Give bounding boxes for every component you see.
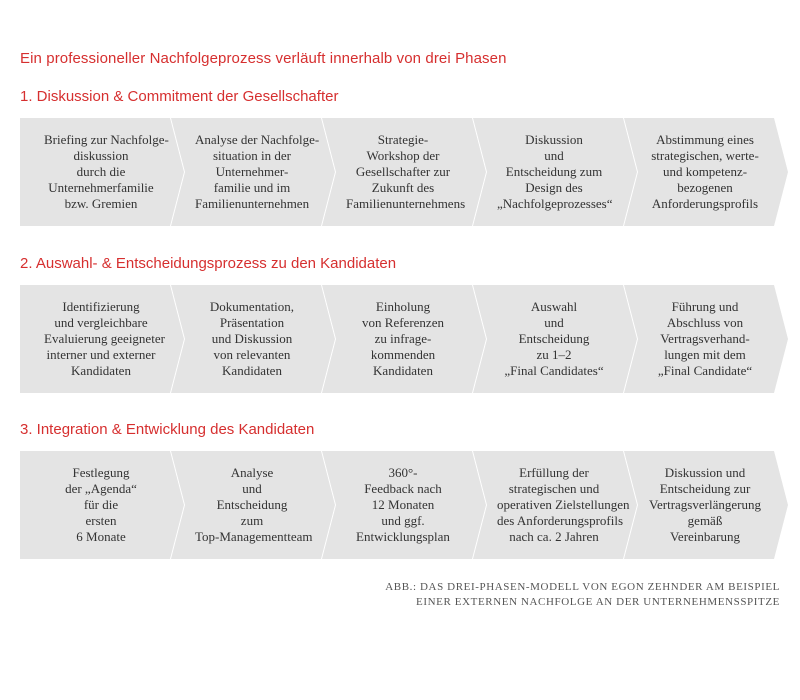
phase-heading-1: 1. Diskussion & Commitment der Gesellschafter <box>20 88 339 105</box>
step-text-line: Briefing zur Nachfolge- <box>44 132 169 147</box>
step-text <box>20 465 184 545</box>
process-step <box>20 451 184 559</box>
step-text <box>20 299 184 379</box>
process-step <box>171 118 335 226</box>
step-text <box>322 465 486 545</box>
step-text-line: Analyse <box>230 465 274 480</box>
step-text-line: Entscheidung zur <box>659 481 751 496</box>
step-text-line: Entwicklungsplan <box>356 529 450 544</box>
process-step <box>473 451 637 559</box>
step-text-line: und <box>544 148 564 163</box>
step-text-line: strategischen, werte- <box>651 148 759 163</box>
step-text-line: lungen mit dem <box>664 347 746 362</box>
step-text <box>624 465 788 545</box>
step-text-line: Workshop der <box>366 148 440 163</box>
step-text-line: für die <box>83 497 119 512</box>
step-text-line: interner und externer <box>46 347 156 362</box>
process-step <box>624 118 788 226</box>
step-text-line: Design des <box>525 180 583 195</box>
step-text-line: „Nachfolgeprozesses“ <box>497 196 613 211</box>
step-text <box>473 132 637 212</box>
step-text-line: bzw. Gremien <box>64 196 138 211</box>
step-text-line: Analyse der Nachfolge- <box>195 132 320 147</box>
step-text-line: Festlegung <box>72 465 130 480</box>
step-text-line: Dokumentation, <box>209 299 295 314</box>
process-step <box>322 285 486 393</box>
step-text <box>20 132 184 212</box>
phase-heading-3: 3. Integration & Entwicklung des Kandidaten <box>20 421 315 438</box>
step-text-line: Gesellschafter zur <box>355 164 451 179</box>
step-text-line: Vertragsverlängerung <box>649 497 761 512</box>
step-text-line: Unternehmer- <box>215 164 289 179</box>
step-text-line: von relevanten <box>213 347 291 362</box>
step-text-line: Vereinbarung <box>669 529 741 544</box>
process-step <box>473 118 637 226</box>
step-text-line: Auswahl <box>530 299 578 314</box>
step-text-line: Unternehmerfamilie <box>48 180 154 195</box>
step-text-line: Vertragsverhand- <box>660 331 750 346</box>
step-text <box>624 132 788 212</box>
step-text-line: Präsentation <box>219 315 285 330</box>
step-text-line: operativen Zielstellungen <box>497 497 630 512</box>
step-text-line: Kandidaten <box>222 363 282 378</box>
step-text-line: Familienunternehmen <box>195 196 310 211</box>
step-text <box>322 299 486 379</box>
step-text-line: 6 Monate <box>76 529 126 544</box>
step-text <box>473 299 637 379</box>
step-text-line: Top-Managementteam <box>195 529 313 544</box>
step-text-line: Erfüllung der <box>519 465 589 480</box>
process-step <box>171 285 335 393</box>
step-text-line: strategischen und <box>508 481 600 496</box>
process-step <box>20 118 184 226</box>
figure-caption <box>385 580 780 610</box>
step-text-line: Familienunternehmens <box>346 196 466 211</box>
step-text-line: von Referenzen <box>362 315 444 330</box>
process-step <box>473 285 637 393</box>
process-step <box>624 451 788 559</box>
step-text-line: durch die <box>76 164 126 179</box>
step-text-line: Anforderungsprofils <box>651 196 759 211</box>
step-text-line: kommenden <box>370 347 436 362</box>
step-text-line: diskussion <box>73 148 129 163</box>
step-text-line: und <box>242 481 262 496</box>
step-text-line: Kandidaten <box>373 363 433 378</box>
phase-heading-2: 2. Auswahl- & Entscheidungsprozess zu den Kandidaten <box>20 255 397 272</box>
caption-line-1: ABB.: DAS DREI-PHASEN-MODELL VON EGON ZEHNDER AM BEISPIEL <box>385 581 780 593</box>
step-text-line: Kandidaten <box>71 363 131 378</box>
step-text-line: nach ca. 2 Jahren <box>509 529 599 544</box>
step-text-line: ersten <box>85 513 117 528</box>
step-text <box>322 132 486 212</box>
step-text-line: und Diskussion <box>211 331 293 346</box>
step-text-line: zu 1–2 <box>536 347 572 362</box>
step-text-line: und vergleichbare <box>54 315 148 330</box>
step-text-line: Feedback nach <box>364 481 442 496</box>
step-text-line: Diskussion und <box>664 465 746 480</box>
step-text-line: 12 Monaten <box>371 497 435 512</box>
step-text-line: und kompetenz- <box>662 164 748 179</box>
step-text-line: Evaluierung geeigneter <box>44 331 165 346</box>
step-text-line: der „Agenda“ <box>65 481 137 496</box>
step-text-line: Zukunft des <box>371 180 435 195</box>
step-text-line: Entscheidung <box>518 331 590 346</box>
step-text-line: Entscheidung zum <box>505 164 603 179</box>
step-text <box>171 299 335 379</box>
step-text-line: Diskussion <box>525 132 583 147</box>
main-title: Ein professioneller Nachfolgeprozess verläuft innerhalb von drei Phasen <box>20 50 507 67</box>
step-text-line: familie und im <box>213 180 291 195</box>
step-text <box>473 465 637 545</box>
step-text-line: Entscheidung <box>216 497 288 512</box>
step-text-line: des Anforderungsprofils <box>497 513 624 528</box>
step-text-line: „Final Candidates“ <box>504 363 604 378</box>
phase-row-3 <box>20 451 780 559</box>
caption-line-2: EINER EXTERNEN NACHFOLGE AN DER UNTERNEHMENSSPITZE <box>416 596 780 608</box>
process-step <box>20 285 184 393</box>
step-text-line: zu infrage- <box>374 331 432 346</box>
process-step <box>171 451 335 559</box>
phase-row-1 <box>20 118 780 226</box>
phase-row-2 <box>20 285 780 393</box>
step-text-line: Abstimmung eines <box>656 132 754 147</box>
step-text-line: gemäß <box>687 513 723 528</box>
step-text-line: 360°- <box>388 465 418 480</box>
step-text-line: Einholung <box>375 299 431 314</box>
step-text-line: Abschluss von <box>666 315 744 330</box>
process-step <box>322 118 486 226</box>
step-text-line: Strategie- <box>377 132 429 147</box>
step-text-line: „Final Candidate“ <box>657 363 753 378</box>
process-step <box>322 451 486 559</box>
step-text-line: Führung und <box>671 299 739 314</box>
step-text-line: zum <box>240 513 264 528</box>
process-step <box>624 285 788 393</box>
step-text <box>624 299 788 379</box>
step-text <box>171 465 335 545</box>
step-text-line: und <box>544 315 564 330</box>
step-text-line: bezogenen <box>677 180 733 195</box>
step-text-line: und ggf. <box>381 513 425 528</box>
step-text-line: Identifizierung <box>62 299 140 314</box>
step-text <box>171 132 335 212</box>
step-text-line: situation in der <box>213 148 291 163</box>
